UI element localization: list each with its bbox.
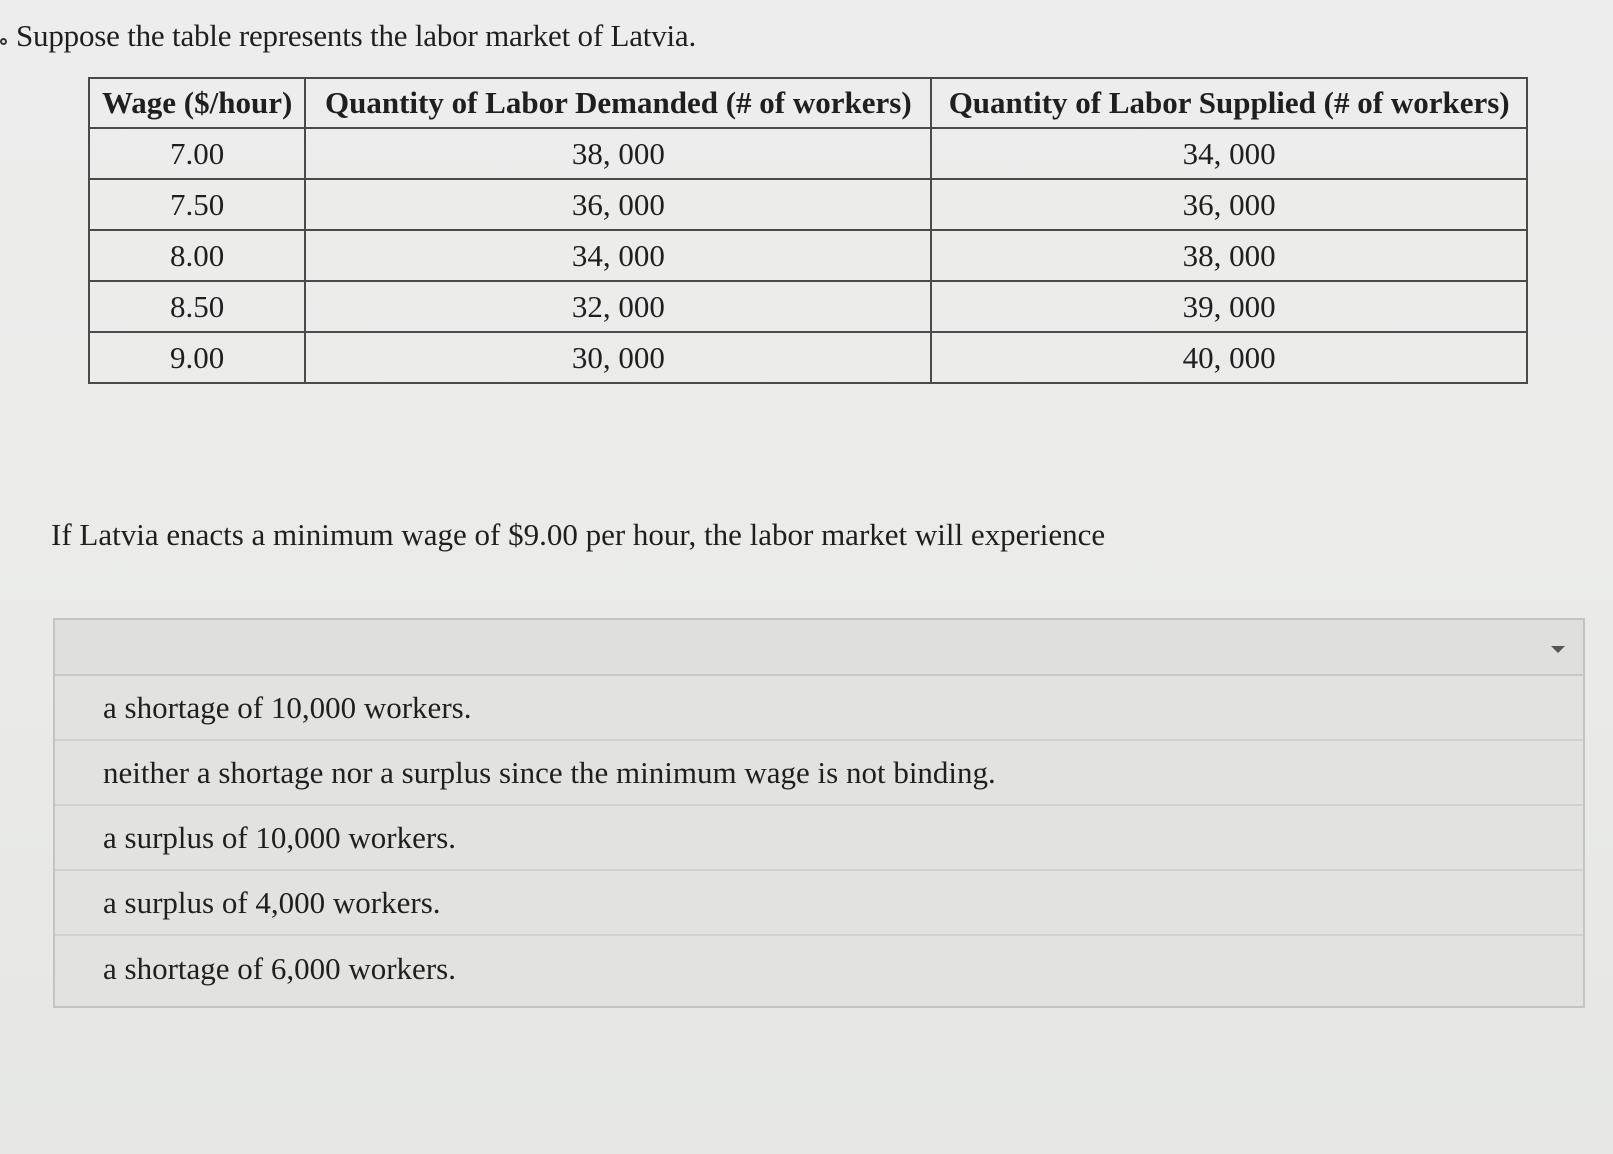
dropdown-option[interactable]: a shortage of 10,000 workers. <box>55 676 1583 741</box>
header-quantity-demanded: Quantity of Labor Demanded (# of workers) <box>305 78 931 128</box>
supplied-cell: 39, 000 <box>931 281 1527 332</box>
table-row <box>89 230 1527 281</box>
answer-dropdown[interactable] <box>53 618 1585 1008</box>
wage-cell: 7.50 <box>89 179 305 230</box>
wage-cell: 8.00 <box>89 230 305 281</box>
demanded-cell: 32, 000 <box>305 281 931 332</box>
dropdown-selected[interactable] <box>55 620 1583 676</box>
demanded-cell: 36, 000 <box>305 179 931 230</box>
supplied-cell: 38, 000 <box>931 230 1527 281</box>
table-row <box>89 179 1527 230</box>
dropdown-option[interactable]: a surplus of 4,000 workers. <box>55 871 1583 936</box>
demanded-cell: 30, 000 <box>305 332 931 383</box>
dropdown-option[interactable]: neither a shortage nor a surplus since the minimum wage is not binding. <box>55 741 1583 806</box>
question-prompt: Suppose the table represents the labor market of Latvia. <box>16 18 697 53</box>
wage-cell: 9.00 <box>89 332 305 383</box>
chevron-down-icon[interactable] <box>1551 646 1565 653</box>
table-row <box>89 281 1527 332</box>
dropdown-option[interactable]: a surplus of 10,000 workers. <box>55 806 1583 871</box>
supplied-cell: 40, 000 <box>931 332 1527 383</box>
question-text: If Latvia enacts a minimum wage of $9.00 per hour, the labor market will experience <box>51 517 1106 552</box>
table-row <box>89 332 1527 383</box>
labor-market-table <box>88 77 1528 384</box>
table-row <box>89 128 1527 179</box>
header-wage: Wage ($/hour) <box>89 78 305 128</box>
wage-cell: 8.50 <box>89 281 305 332</box>
table-header-row <box>89 78 1527 128</box>
demanded-cell: 38, 000 <box>305 128 931 179</box>
demanded-cell: 34, 000 <box>305 230 931 281</box>
supplied-cell: 36, 000 <box>931 179 1527 230</box>
header-quantity-supplied: Quantity of Labor Supplied (# of workers) <box>931 78 1527 128</box>
wage-cell: 7.00 <box>89 128 305 179</box>
bullet-icon <box>0 38 7 45</box>
supplied-cell: 34, 000 <box>931 128 1527 179</box>
dropdown-option[interactable]: a shortage of 6,000 workers. <box>55 936 1583 1001</box>
